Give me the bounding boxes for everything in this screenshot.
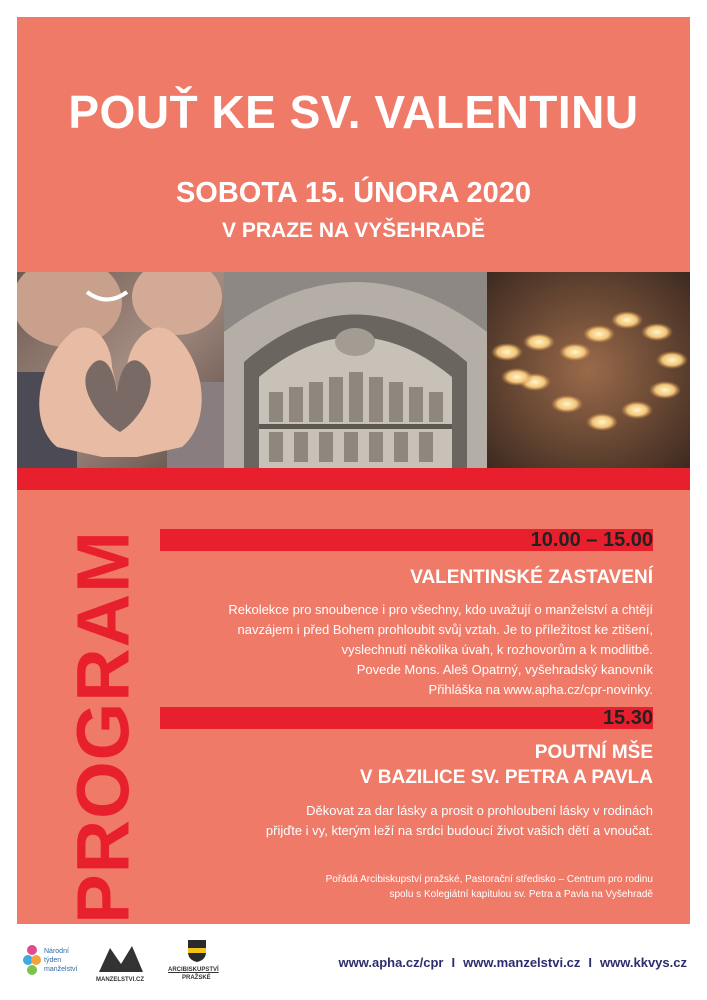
footer: [0, 924, 707, 1000]
red-divider: [17, 468, 690, 490]
separator: I: [588, 955, 593, 970]
link-apha[interactable]: www.apha.cz/cpr: [338, 955, 444, 970]
link-manzelstvi[interactable]: www.manzelstvi.cz: [463, 955, 581, 970]
section-title: VALENTINSKÉ ZASTAVENÍ: [410, 567, 653, 588]
coat-of-arms-icon: [188, 940, 206, 962]
event-place: V PRAZE NA VYŠEHRADĚ: [222, 219, 485, 242]
logo-manzelstvi: [96, 936, 146, 990]
logo1-line3: manželství: [44, 966, 78, 973]
program-label-text: PROGRAM: [61, 530, 145, 924]
logo1-line2: týden: [44, 957, 62, 964]
section-title-line2: V BAZILICE SV. PETRA A PAVLA: [359, 767, 653, 788]
logo3-line2: PRAŽSKÉ: [182, 975, 211, 981]
logo1-line1: Národní: [44, 948, 69, 955]
section-title-line1: POUTNÍ MŠE: [534, 742, 653, 763]
time-label: 10.00 – 15.00: [530, 529, 653, 551]
link-kkvys[interactable]: www.kkvys.cz: [600, 955, 687, 970]
section-description: Děkovat za dar lásky a prosit o prohloubení lásky v rodinách přijďte i vy, kterým leží na srdci budoucí život vašich dětí a vnoučat.: [265, 803, 653, 838]
poster: [17, 17, 690, 924]
photo-candles-heart: [487, 272, 690, 468]
organizer-note: Pořádá Arcibiskupství pražské, Pastorační středisko – Centrum pro rodinu spolu s Kolegiátní kapitulou sv. Petra a Pavla na Vyšehradě: [325, 874, 653, 900]
section-description: Rekolekce pro snoubence i pro všechny, kdo uvažují o manželství a chtějí navzájem i před Bohem prohloubit svůj vztah. Je to příležitost ke ztišení, vyslechnutí několika úvah, k rozhovorům a k modlitbě. Povede Mons. Aleš Opatrný, vyšehradský kanovník Přihláška na www.apha.cz/cpr-novinky.: [228, 602, 653, 697]
logo3-line1: ARCIBISKUPSTVÍ: [168, 967, 219, 973]
logo-narodni-tyden-manzelstvi: [22, 938, 92, 992]
photo-gothic-portal: [224, 272, 487, 468]
event-title: POUŤ KE SV. VALENTINU: [68, 86, 639, 138]
logo-arcibiskupstvi: [168, 936, 232, 992]
separator: I: [451, 955, 456, 970]
footer-links: [339, 955, 688, 970]
photo-strip: [17, 272, 690, 468]
program-label: [61, 530, 145, 924]
photo-heart-hands: [17, 272, 224, 468]
flower-icon: [22, 942, 42, 982]
time-label: 15.30: [602, 707, 653, 729]
mountain-icon: [99, 942, 143, 972]
logo2-text: MANZELSTVI.CZ: [96, 977, 144, 983]
event-date: SOBOTA 15. ÚNORA 2020: [175, 177, 532, 209]
time-bar: [160, 707, 653, 729]
